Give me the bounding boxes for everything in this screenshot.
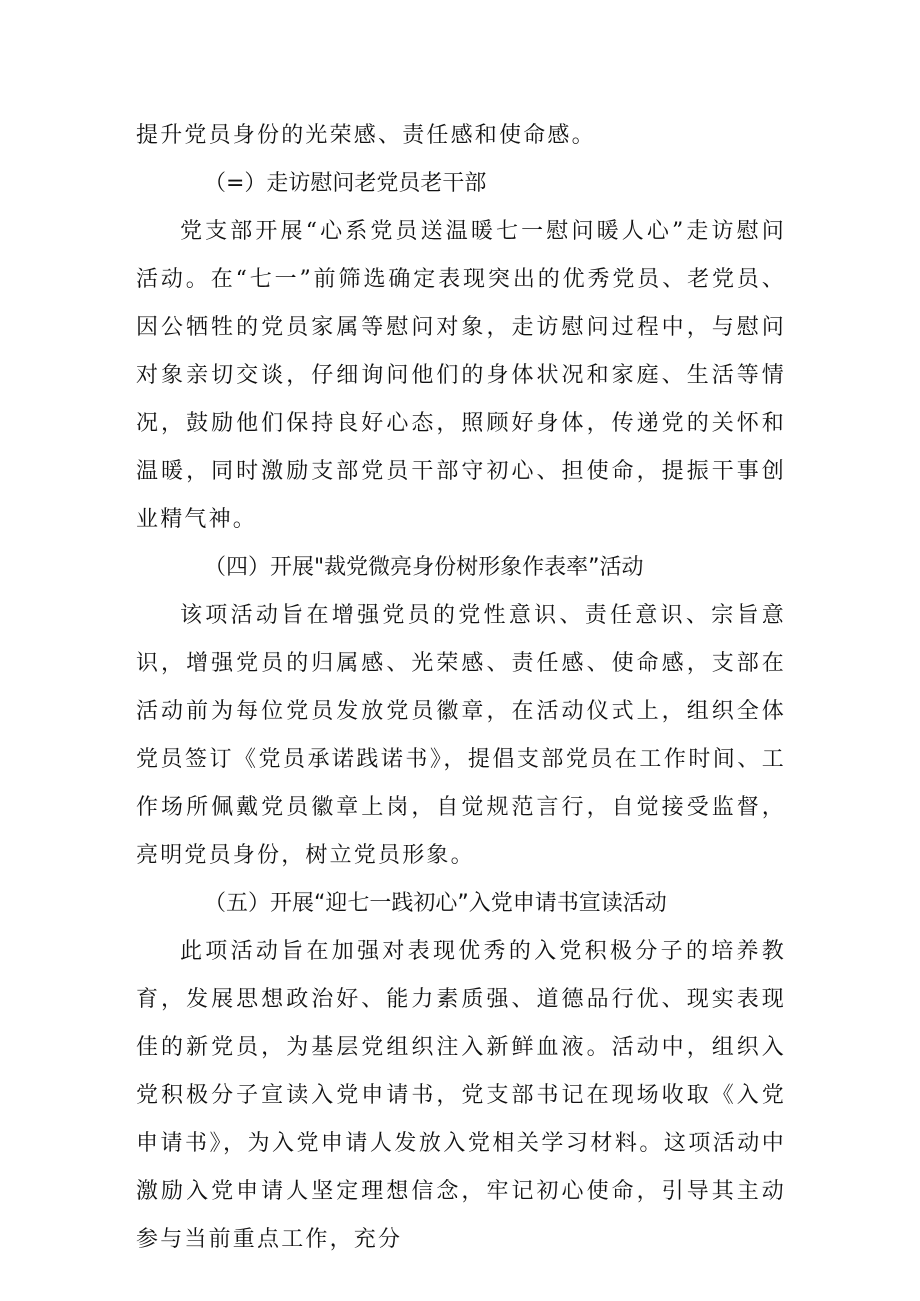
document-body (136, 112, 786, 1264)
paragraph-party-badge: 该项活动旨在增强党员的党性意识、责任意识、宗旨意识，增强党员的归属感、光荣感、责任感、使命感，支部在活动前为每位党员发放党员徽章，在活动仪式上，组织全体党员签订《党员承诺践诺书》，提倡支部党员在工作时间、工作场所佩戴党员徽章上岗，自觉规范言行，自觉接受监督，亮明党员身份，树立党员形象。 (136, 603, 786, 868)
paragraph-application-reading: 此项活动旨在加强对表现优秀的入党积极分子的培养教育，发展思想政治好、能力素质强、道德品行优、现实表现佳的新党员，为基层党组织注入新鲜血液。活动中，组织入党积极分子宣读入党申请书，党支部书记在现场收取《入党申请书》，为入党申请人发放入党相关学习材料。这项活动中激励入党申请人坚定理想信念，牢记初心使命，引导其主动参与当前重点工作，充分 (136, 939, 786, 1252)
section-heading-party-badge: （四）开展"裁党微亮身份树形象作表率”活动 (204, 555, 644, 580)
paragraph-closing-line: 提升党员身份的光荣感、责任感和使命感。 (136, 123, 596, 148)
paragraph-visit-veterans: 党支部开展“心系党员送温暖七一慰问暖人心”走访慰问活动。在“七一”前筛选确定表现突出的优秀党员、老党员、因公牺牲的党员家属等慰问对象，走访慰问过程中，与慰问对象亲切交谈，仔细询问他们的身体状况和家庭、生活等情况，鼓励他们保持良好心态，照顾好身体，传递党的关怀和温暖，同时激励支部党员干部守初心、担使命，提振干事创业精气神。 (136, 219, 786, 532)
section-heading-visit-veterans: （=）走访慰问老党员老干部 (204, 171, 487, 196)
section-heading-application-reading: （五）开展“迎七一践初心”入党申请书宣读活动 (204, 891, 667, 916)
